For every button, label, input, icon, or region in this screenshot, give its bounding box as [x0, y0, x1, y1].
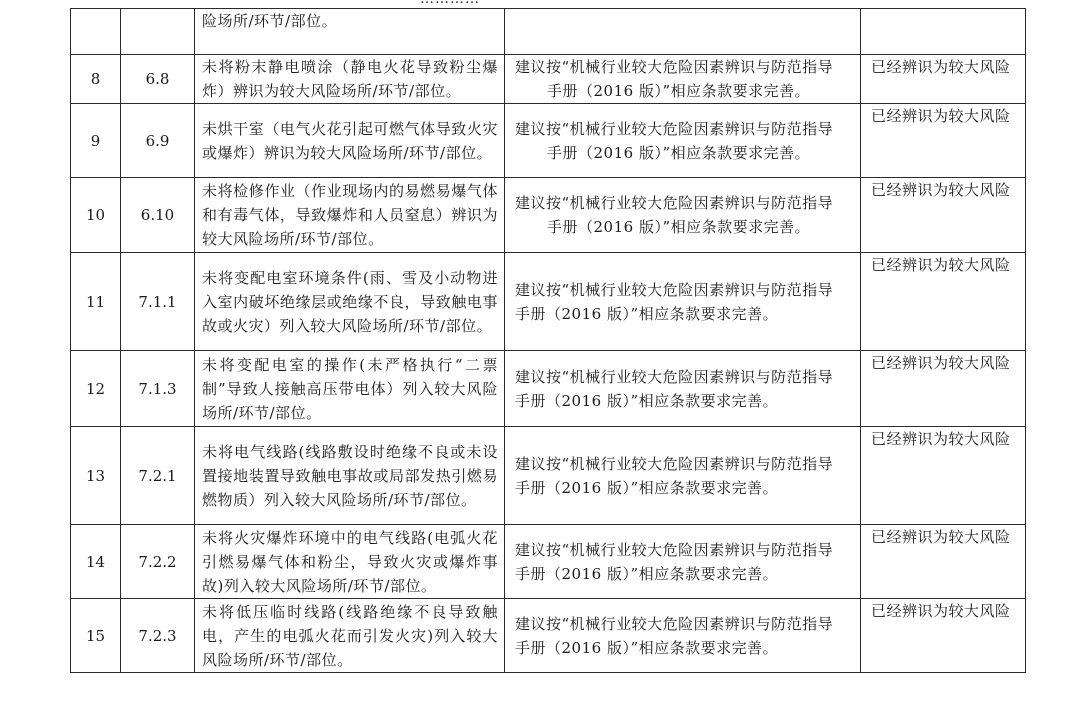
table-row — [71, 253, 1026, 351]
table-row-continuation — [71, 9, 1026, 55]
suggestion-line-1: 建议按“机械行业较大危险因素辨识与防范指导 — [515, 58, 834, 76]
cell-desc: 未烘干室（电气火花引起可燃气体导致火灾或爆炸）辨识为较大风险场所/环节/部位。 — [195, 104, 505, 178]
cell-clause: 7.2.1 — [121, 427, 195, 525]
cell-clause: 7.1.1 — [121, 253, 195, 351]
cell-desc: 未将电气线路(线路敷设时绝缘不良或未设置接地装置导致触电事故或局部发热引燃易燃物质）列入较大风险场所/环节/部位。 — [195, 427, 505, 525]
cell-no: 8 — [71, 55, 121, 104]
cell-clause: 6.10 — [121, 178, 195, 253]
cell-clause: 7.2.2 — [121, 525, 195, 599]
cell-desc: 未将低压临时线路(线路绝缘不良导致触电，产生的电弧火花而引发火灾)列入较大风险场所/环节/部位。 — [195, 599, 505, 673]
cell-no: 10 — [71, 178, 121, 253]
suggestion-line-2: 手册（2016 版）”相应条款要求完善。 — [515, 304, 779, 323]
cell-suggestion — [505, 178, 861, 253]
cell-no: 12 — [71, 351, 121, 427]
table-row — [71, 599, 1026, 673]
cell-no: 13 — [71, 427, 121, 525]
suggestion-line-1: 建议按“机械行业较大危险因素辨识与防范指导 — [515, 119, 834, 138]
cell-suggestion — [505, 253, 861, 351]
cell-desc: 未将粉末静电喷涂（静电火花导致粉尘爆炸）辨识为较大风险场所/环节/部位。 — [195, 55, 505, 104]
table-row — [71, 351, 1026, 427]
table-row — [71, 178, 1026, 253]
table-row — [71, 104, 1026, 178]
cell-clause — [121, 9, 195, 55]
table-row — [71, 525, 1026, 599]
cell-suggestion — [505, 351, 861, 427]
cell-clause: 7.2.3 — [121, 599, 195, 673]
suggestion-line-1: 建议按“机械行业较大危险因素辨识与防范指导 — [515, 614, 834, 633]
cell-status: 已经辨识为较大风险 — [861, 351, 1026, 427]
suggestion-line-1: 建议按“机械行业较大危险因素辨识与防范指导 — [515, 540, 834, 559]
cell-clause: 6.8 — [121, 55, 195, 104]
cell-status: 已经辨识为较大风险 — [861, 104, 1026, 178]
cell-status: 已经辨识为较大风险 — [861, 427, 1026, 525]
cell-no: 11 — [71, 253, 121, 351]
suggestion-line-2: 手册（2016 版）”相应条款要求完善。 — [547, 143, 811, 162]
cell-no: 14 — [71, 525, 121, 599]
cell-status — [861, 9, 1026, 55]
cell-status: 已经辨识为较大风险 — [861, 55, 1026, 104]
suggestion-line-2: 手册（2016 版）”相应条款要求完善。 — [515, 564, 779, 583]
cell-clause: 7.1.3 — [121, 351, 195, 427]
suggestion-line-1: 建议按“机械行业较大危险因素辨识与防范指导 — [515, 194, 834, 212]
suggestion-line-1: 建议按“机械行业较大危险因素辨识与防范指导 — [515, 280, 834, 299]
cell-status: 已经辨识为较大风险 — [861, 599, 1026, 673]
cell-no: 9 — [71, 104, 121, 178]
suggestion-line-1: 建议按“机械行业较大危险因素辨识与防范指导 — [515, 454, 834, 473]
cell-suggestion — [505, 599, 861, 673]
cell-no — [71, 9, 121, 55]
risk-table — [70, 8, 1026, 673]
cell-desc: 未将火灾爆炸环境中的电气线路(电弧火花引燃易爆气体和粉尘，导致火灾或爆炸事故)列入较大风险场所/环节/部位。 — [195, 525, 505, 599]
cell-suggestion — [505, 525, 861, 599]
cell-suggestion — [505, 427, 861, 525]
table-row — [71, 427, 1026, 525]
cell-suggestion — [505, 55, 861, 104]
cell-desc: 未将变配电室环境条件(雨、雪及小动物进入室内破坏绝缘层或绝缘不良，导致触电事故或火灾）列入较大风险场所/环节/部位。 — [195, 253, 505, 351]
cell-status: 已经辨识为较大风险 — [861, 525, 1026, 599]
table-row — [71, 55, 1026, 104]
suggestion-line-2: 手册（2016 版）”相应条款要求完善。 — [515, 391, 779, 410]
cell-suggestion — [505, 9, 861, 55]
header-fragment — [420, 0, 480, 5]
cell-desc — [195, 9, 505, 55]
cell-suggestion — [505, 104, 861, 178]
cell-clause: 6.9 — [121, 104, 195, 178]
suggestion-line-2: 手册（2016 版）”相应条款要求完善。 — [547, 82, 811, 100]
cell-status: 已经辨识为较大风险 — [861, 178, 1026, 253]
cell-status: 已经辨识为较大风险 — [861, 253, 1026, 351]
cell-desc: 未将变配电室的操作(未严格执行“二票制”导致人接触高压带电体）列入较大风险场所/环节/部位。 — [195, 351, 505, 427]
desc-text: 险场所/环节/部位。 — [202, 12, 338, 30]
suggestion-line-2: 手册（2016 版）”相应条款要求完善。 — [515, 638, 779, 657]
cell-no: 15 — [71, 599, 121, 673]
suggestion-line-2: 手册（2016 版）”相应条款要求完善。 — [515, 478, 779, 497]
suggestion-line-1: 建议按“机械行业较大危险因素辨识与防范指导 — [515, 367, 834, 386]
suggestion-line-2: 手册（2016 版）”相应条款要求完善。 — [547, 218, 811, 236]
cell-desc: 未将检修作业（作业现场内的易燃易爆气体和有毒气体，导致爆炸和人员窒息）辨识为较大风险场所/环节/部位。 — [195, 178, 505, 253]
